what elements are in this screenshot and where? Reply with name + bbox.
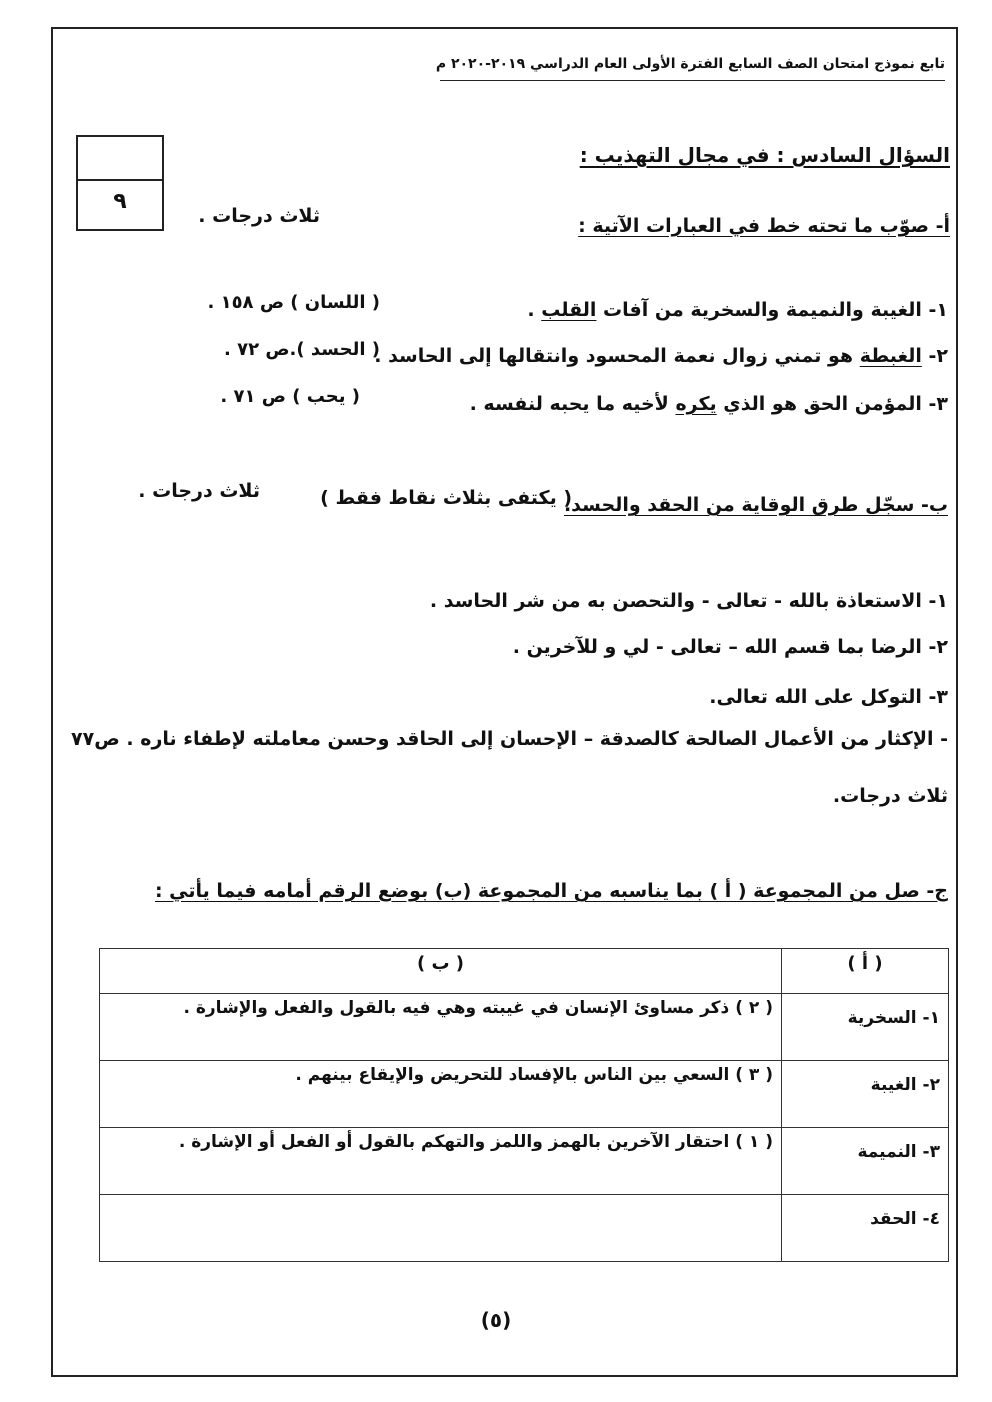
- question-title: السؤال السادس : في مجال التهذيب :: [579, 143, 950, 167]
- exam-header: تابع نموذج امتحان الصف السابع الفترة الأولى العام الدراسي ٢٠١٩-٢٠٢٠ م: [435, 56, 945, 72]
- item-2-text-before: ٢-: [921, 345, 948, 367]
- header-group-b: ( ب ): [100, 949, 782, 994]
- part-a-marks: ثلاث درجات .: [198, 205, 320, 227]
- group-b-item: ( ٢ ) ذكر مساوئ الإنسان في غيبته وهي فيه بالقول والفعل والإشارة .: [100, 994, 782, 1061]
- part-b-answer-1: ١- الاستعاذة بالله - تعالى - والتحصن به من شر الحاسد .: [429, 590, 948, 612]
- group-a-item: ٢- الغيبة: [782, 1061, 949, 1128]
- group-a-item: ٣- النميمة: [782, 1128, 949, 1195]
- item-2-underlined: الغبطة: [859, 345, 922, 367]
- item-2-text-after: هو تمني زوال نعمة المحسود وانتقالها إلى الحاسد .: [374, 345, 860, 367]
- part-a-answer-3: ( يحب ) ص ٧١ .: [220, 386, 360, 407]
- part-a-answer-1: ( اللسان ) ص ١٥٨ .: [207, 292, 380, 313]
- part-b-note: ( يكتفى بثلاث نقاط فقط ): [320, 487, 572, 509]
- part-a-title: أ- صوّب ما تحته خط في العبارات الآتية :: [578, 215, 950, 237]
- group-a-item: ١- السخرية: [782, 994, 949, 1061]
- part-a-item-2: [374, 345, 948, 367]
- item-1-underlined: القلب: [541, 299, 597, 321]
- part-c-title: ج- صل من المجموعة ( أ ) بما يناسبه من المجموعة (ب) بوضع الرقم أمامه فيما يأتي :: [154, 880, 948, 902]
- table-header-row: [100, 949, 949, 994]
- part-b-marks: ثلاث درجات .: [138, 480, 260, 502]
- table-row: [100, 1128, 949, 1195]
- table-row: [100, 994, 949, 1061]
- item-1-text-before: ١- الغيبة والنميمة والسخرية من آفات: [596, 299, 948, 321]
- matching-table: [99, 948, 949, 1262]
- part-b-title: ب- سجّل طرق الوقاية من الحقد والحسد.: [563, 494, 948, 516]
- group-b-item: ( ٣ ) السعي بين الناس بالإفساد للتحريض والإيقاع بينهم .: [100, 1061, 782, 1128]
- page-number: (٥): [480, 1308, 512, 1332]
- header-rule: [440, 80, 945, 81]
- score-box: [76, 135, 164, 231]
- item-3-underlined: يكره: [675, 393, 717, 415]
- group-b-item: [100, 1195, 782, 1262]
- item-3-text-after: لأخيه ما يحبه لنفسه .: [469, 393, 676, 415]
- part-a-item-1: [527, 299, 948, 321]
- item-1-text-after: .: [527, 299, 542, 321]
- score-box-divider: [78, 179, 162, 181]
- item-3-text-before: ٣- المؤمن الحق هو الذي: [716, 393, 948, 415]
- group-a-item: ٤- الحقد: [782, 1195, 949, 1262]
- header-group-a: ( أ ): [782, 949, 949, 994]
- part-a-answer-2: ( الحسد ).ص ٧٢ .: [223, 339, 380, 360]
- score-value: ٩: [113, 189, 127, 214]
- part-b-answer-3: ٣- التوكل على الله تعالى.: [709, 686, 948, 708]
- table-row: [100, 1061, 949, 1128]
- part-b-answers-marks: ثلاث درجات.: [832, 785, 948, 807]
- group-b-item: ( ١ ) احتقار الآخرين بالهمز واللمز والتهكم بالقول أو الفعل أو الإشارة .: [100, 1128, 782, 1195]
- part-b-answer-4: - الإكثار من الأعمال الصالحة كالصدقة – الإحسان إلى الحاقد وحسن معاملته لإطفاء ناره . ص٧٧: [71, 728, 948, 750]
- part-b-answer-2: ٢- الرضا بما قسم الله – تعالى - لي و للآخرين .: [512, 636, 948, 658]
- table-row: [100, 1195, 949, 1262]
- part-a-item-3: [470, 393, 948, 415]
